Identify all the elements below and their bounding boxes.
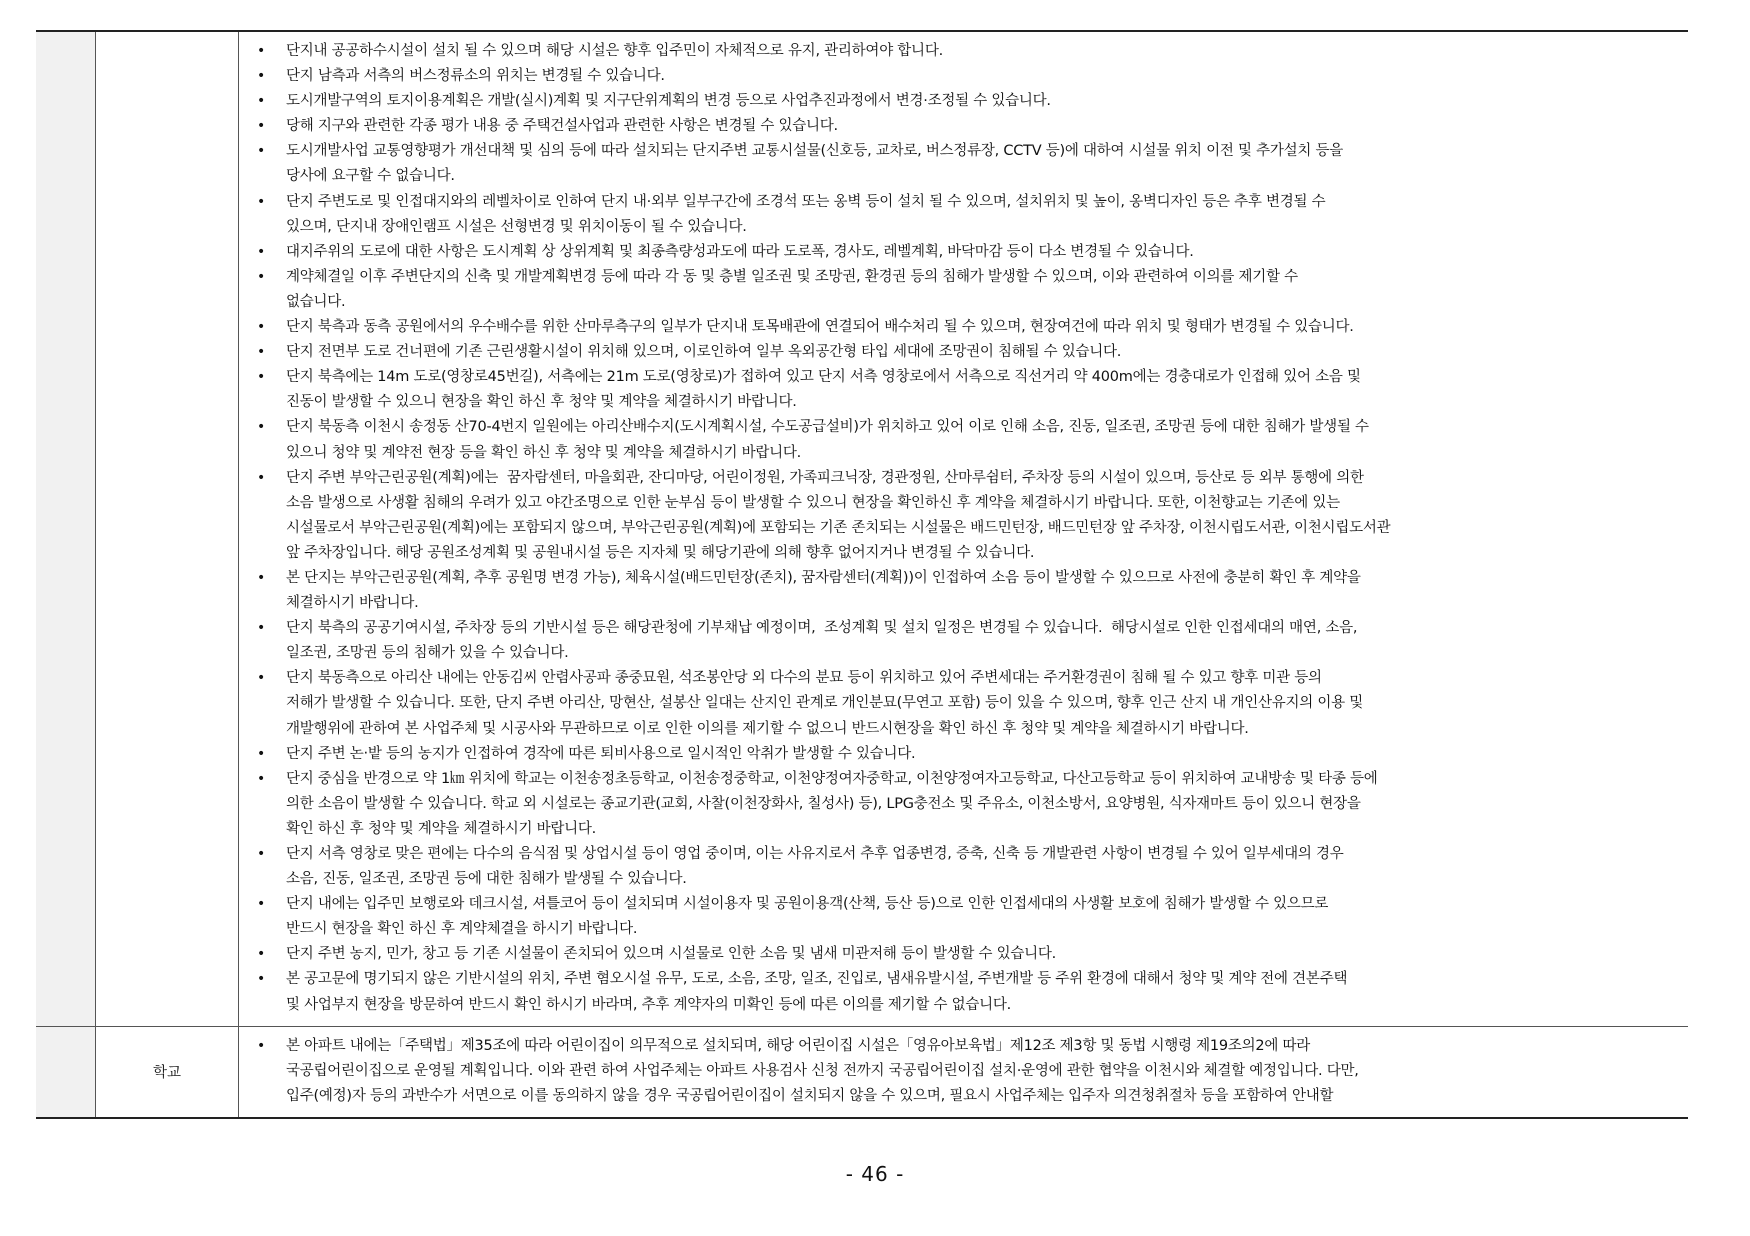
bullet-icon: • <box>257 745 266 762</box>
list-item-text: 도시개발구역의 토지이용계획은 개발(실시)계획 및 지구단위계획의 변경 등으로 사업추진과정에서 변경·조정될 수 있습니다. <box>286 93 1051 110</box>
list-item <box>257 616 1678 666</box>
bullet-icon: • <box>257 268 266 285</box>
list-item-text: 단지 주변 농지, 민가, 창고 등 기존 시설물이 존치되어 있으며 시설물로 인한 소음 및 냄새 미관저해 등이 발생할 수 있습니다. <box>286 946 1056 963</box>
bullet-icon: • <box>257 770 266 787</box>
list-item-text: 단지 전면부 도로 건너편에 기존 근린생활시설이 위치해 있으며, 이로인하여 일부 옥외공간형 타입 세대에 조망권이 침해될 수 있습니다. <box>286 344 1122 361</box>
bullet-icon: • <box>257 620 266 637</box>
list-item-text: 단지 북측의 공공기여시설, 주차장 등의 기반시설 등은 해당관청에 기부채납 예정이며, 조성계획 및 설치 일정은 변경될 수 있습니다. 해당시설로 인한 인접세대의 매연, 소음, 일조권, 조망권 등의 침해가 있을 수 있습니다. <box>286 620 1358 662</box>
list-item-text: 단지 주변 논‧밭 등의 농지가 인접하여 경작에 따른 퇴비사용으로 일시적인 악취가 발생할 수 있습니다. <box>286 745 916 762</box>
bullet-icon: • <box>257 93 266 110</box>
list-item <box>257 566 1678 616</box>
list-item-text: 단지 내에는 입주민 보행로와 데크시설, 셔틀코어 등이 설치되며 시설이용자 및 공원이용객(산책, 등산 등)으로 인한 인접세대의 사생활 보호에 침해가 발생할 수 있으므로 반드시 현장을 확인 하신 후 계약체결을 하시기 바랍니다. <box>286 896 1329 938</box>
list-item-text: 본 단지는 부악근린공원(계획, 추후 공원명 변경 가능), 체육시설(배드민턴장(존치), 꿈자람센터(계획))이 인접하여 소음 등이 발생할 수 있으므로 사전에 충분히 확인 후 계약을 체결하시기 바랍니다. <box>286 569 1361 612</box>
list-item-text: 단지내 공공하수시설이 설치 될 수 있으며 해당 시설은 향후 입주민이 자체적으로 유지, 관리하여야 합니다. <box>286 43 943 59</box>
notice-table <box>36 30 1688 1119</box>
bullet-icon: • <box>257 469 266 486</box>
bullet-icon: • <box>257 344 266 361</box>
category-cell <box>36 1026 96 1118</box>
list-item <box>257 64 1678 89</box>
bullet-icon: • <box>257 243 266 260</box>
bullet-icon: • <box>257 670 266 687</box>
list-item-text: 단지 남측과 서측의 버스정류소의 위치는 변경될 수 있습니다. <box>286 68 665 85</box>
list-item-text: 단지 서측 영창로 맞은 편에는 다수의 음식점 및 상업시설 등이 영업 중이며, 이는 사유지로서 추후 업종변경, 증축, 신축 등 개발관련 사항이 변경될 수 있어 일부세대의 경우 소음, 진동, 일조권, 조망권 등에 대한 침해가 발생될 수 있습니다. <box>286 846 1344 888</box>
bullet-icon: • <box>257 369 266 386</box>
list-item <box>257 340 1678 365</box>
list-item-text: 계약체결일 이후 주변단지의 신축 및 개발계획변경 등에 따라 각 동 및 층별 일조권 및 조망권, 환경권 등의 침해가 발생할 수 있으며, 이와 관련하여 이의를 제기할 수 없습니다. <box>286 268 1298 310</box>
bullet-icon: • <box>257 419 266 436</box>
list-item <box>257 114 1678 139</box>
subcategory-cell <box>96 31 239 1026</box>
list-item <box>257 139 1678 189</box>
page-number: - 46 - <box>845 1162 905 1186</box>
bullet-icon: • <box>257 118 266 135</box>
list-item <box>257 942 1678 967</box>
list-item <box>257 466 1678 566</box>
bullet-icon: • <box>257 1037 266 1054</box>
bullet-icon: • <box>257 569 266 586</box>
bullet-icon: • <box>257 319 266 336</box>
list-item-text: 본 공고문에 명기되지 않은 기반시설의 위치, 주변 혐오시설 유무, 도로, 소음, 조망, 일조, 진입로, 냄새유발시설, 주변개발 등 주위 환경에 대해서 청약 및 계약 전에 견본주택 및 사업부지 현장을 방문하여 반드시 확인 하시기 바라며, 추후 계약자의 미확인 등에 따른 이의를 제기할 수 없습니다. <box>286 971 1348 1013</box>
notice-list <box>257 39 1678 1018</box>
subcategory-cell <box>96 1026 239 1118</box>
table-row <box>36 31 1688 1026</box>
list-item <box>257 892 1678 942</box>
list-item <box>257 190 1678 240</box>
bullet-icon: • <box>257 846 266 862</box>
list-item-text: 단지 주변 부악근린공원(계획)에는 꿈자람센터, 마을회관, 잔디마당, 어린이정원, 가족피크닉장, 경관정원, 산마루쉼터, 주차장 등의 시설이 있으며, 등산로 등 외부 통행에 의한 소음 발생으로 사생활 침해의 우려가 있고 야간조명으로 인한 눈부심 등이 발생할 수 있으니 현장을 확인하신 후 계약을 체결하시기 바랍니다. 또한, 이천향교는 기존에 있는 시설물로서 부악근린공원(계획)에는 포함되지 않으며, 부악근린공원(계획)에 포함되는 기존 존치되는 시설물은 배드민턴장, 배드민턴장 앞 주차장, 이천시립도서관, 이천시립도서관 앞 주차장입니다. 해당 공원조성계획 및 공원내시설 등은 지자체 및 해당기관에 의해 향후 없어지거나 변경될 수 있습니다. <box>286 469 1391 561</box>
bullet-icon: • <box>257 43 266 59</box>
notice-list <box>257 1034 1678 1109</box>
list-item <box>257 89 1678 114</box>
table-row <box>36 1026 1688 1118</box>
bullet-icon: • <box>257 143 266 160</box>
subcategory-label: 학교 <box>152 1065 181 1082</box>
list-item <box>257 1034 1678 1109</box>
bullet-icon: • <box>257 946 266 963</box>
list-item <box>257 39 1678 64</box>
list-item-text: 도시개발사업 교통영향평가 개선대책 및 심의 등에 따라 설치되는 단지주변 교통시설물(신호등, 교차로, 버스정류장, CCTV 등)에 대하여 시설물 위치 이전 및 추가설치 등을 당사에 요구할 수 없습니다. <box>286 143 1344 185</box>
bullet-icon: • <box>257 68 266 85</box>
list-item <box>257 415 1678 465</box>
list-item <box>257 240 1678 265</box>
list-item <box>257 842 1678 892</box>
list-item <box>257 666 1678 741</box>
list-item-text: 대지주위의 도로에 대한 사항은 도시계획 상 상위계획 및 최종측량성과도에 따라 도로폭, 경사도, 레벨계획, 바닥마감 등이 다소 변경될 수 있습니다. <box>286 243 1194 260</box>
bullet-icon: • <box>257 971 266 988</box>
list-item-text: 단지 북측과 동측 공원에서의 우수배수를 위한 산마루측구의 일부가 단지내 토목배관에 연결되어 배수처리 될 수 있으며, 현장여건에 따라 위치 및 형태가 변경될 수 있습니다. <box>286 319 1354 336</box>
list-item <box>257 365 1678 415</box>
list-item-text: 단지 중심을 반경으로 약 1㎞ 위치에 학교는 이천송정초등학교, 이천송정중학교, 이천양정여자중학교, 이천양정여자고등학교, 다산고등학교 등이 위치하여 교내방송 및 타종 등에 의한 소음이 발생할 수 있습니다. 학교 외 시설로는 종교기관(교회, 사찰(이천장화사, 칠성사) 등), LPG충전소 및 주유소, 이천소방서, 요양병원, 식자재마트 등이 있으니 현장을 확인 하신 후 청약 및 계약을 체결하시기 바랍니다. <box>286 770 1378 837</box>
list-item <box>257 967 1678 1017</box>
list-item <box>257 265 1678 315</box>
list-item <box>257 767 1678 842</box>
content-cell <box>239 1026 1689 1118</box>
content-cell <box>239 31 1689 1026</box>
list-item-text: 단지 북동측으로 아리산 내에는 안동김씨 안렴사공파 종중묘원, 석조봉안당 외 다수의 분묘 등이 위치하고 있어 주변세대는 주거환경권이 침해 될 수 있고 향후 미관 등의 저해가 발생할 수 있습니다. 또한, 단지 주변 아리산, 망현산, 설봉산 일대는 산지인 관계로 개인분묘(무연고 포함) 등이 있을 수 있으며, 향후 인근 산지 내 개인산유지의 이용 및 개발행위에 관하여 본 사업주체 및 시공사와 무관하므로 이로 인한 이의를 제기할 수 없으니 반드시현장을 확인 하신 후 청약 및 계약을 체결하시기 바랍니다. <box>286 670 1364 737</box>
bullet-icon: • <box>257 193 266 210</box>
list-item-text: 단지 북동측 이천시 송정동 산70-4번지 일원에는 아리산배수지(도시계획시설, 수도공급설비)가 위치하고 있어 이로 인해 소음, 진동, 일조권, 조망권 등에 대한 침해가 발생될 수 있으니 청약 및 계약전 현장 등을 확인 하신 후 청약 및 계약을 체결하시기 바랍니다. <box>286 419 1369 461</box>
list-item <box>257 315 1678 340</box>
bullet-icon: • <box>257 896 266 913</box>
list-item-text: 단지 북측에는 14m 도로(영창로45번길), 서측에는 21m 도로(영창로)가 접하여 있고 단지 서측 영창로에서 서측으로 직선거리 약 400m에는 경충대로가 인접해 있어 소음 및 진동이 발생할 수 있으니 현장을 확인 하신 후 청약 및 계약을 체결하시기 바랍니다. <box>286 369 1361 411</box>
list-item-text: 당해 지구와 관련한 각종 평가 내용 중 주택건설사업과 관련한 사항은 변경될 수 있습니다. <box>286 118 838 135</box>
list-item-text: 본 아파트 내에는「주택법」제35조에 따라 어린이집이 의무적으로 설치되며, 해당 어린이집 시설은「영유아보육법」제12조 제3항 및 동법 시행령 제19조의2에 따라 국공립어린이집으로 운영될 계획입니다. 이와 관련 하여 사업주체는 아파트 사용검사 신청 전까지 국공립어린이집 설치·운영에 관한 협약을 이천시와 체결할 예정입니다. 다만, 입주(예정)자 등의 과반수가 서면으로 이를 동의하지 않을 경우 국공립어린이집이 설치되지 않을 수 있으며, 필요시 사업주체는 입주자 의견청취절차 등을 포함하여 안내할 <box>286 1037 1359 1104</box>
list-item <box>257 742 1678 767</box>
list-item-text: 단지 주변도로 및 인접대지와의 레벨차이로 인하여 단지 내·외부 일부구간에 조경석 또는 옹벽 등이 설치 될 수 있으며, 설치위치 및 높이, 옹벽디자인 등은 추후 변경될 수 있으며, 단지내 장애인램프 시설은 선형변경 및 위치이동이 될 수 있습니다. <box>286 193 1326 235</box>
category-cell <box>36 31 96 1026</box>
